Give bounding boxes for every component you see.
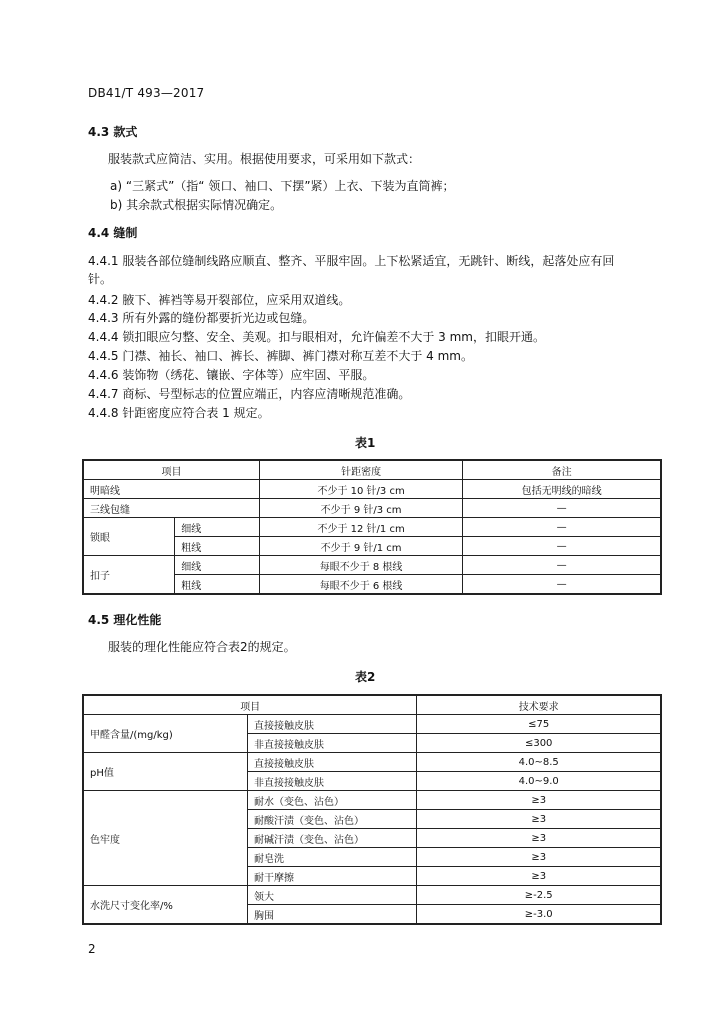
table-cell: ≥3 [417,848,661,867]
table-cell: 细线 [175,518,260,537]
clause-4-4-8: 4.4.8 针距密度应符合表 1 规定。 [88,406,270,420]
table-cell: 直接接触皮肤 [248,753,417,772]
table-cell: 扣子 [83,556,175,595]
table-row [83,480,661,499]
clause-4-4-3: 4.4.3 所有外露的缝份都要折光边或包缝。 [88,311,315,325]
section-4-3-item-b: b) 其余款式根据实际情况确定。 [110,198,283,212]
table-cell: 不少于 9 针/3 cm [259,499,462,518]
table-cell: 不少于 10 针/3 cm [259,480,462,499]
table-cell: 耐干摩擦 [248,867,417,886]
table-cell: 胸围 [248,905,417,925]
table1-caption: 表1 [355,436,376,450]
table-cell: ≥-2.5 [417,886,661,905]
table-row [83,715,661,734]
table-cell: 明暗线 [83,480,259,499]
table-cell: 包括无明线的暗线 [463,480,661,499]
table-row [83,556,661,575]
table-cell: 三线包缝 [83,499,259,518]
table-cell: 4.0~8.5 [417,753,661,772]
table-cell: 直接接触皮肤 [248,715,417,734]
table-cell: — [463,537,661,556]
table2-caption: 表2 [355,670,376,684]
table-header-cell: 技术要求 [417,695,661,715]
table-row [83,518,661,537]
table-cell: ≥3 [417,810,661,829]
table-cell: — [463,499,661,518]
table-cell: ≤300 [417,734,661,753]
clause-4-4-2: 4.4.2 腋下、裤裆等易开裂部位，应采用双道线。 [88,293,351,307]
table-cell: 耐碱汗渍（变色、沾色） [248,829,417,848]
stitch-density-table [82,459,662,595]
table-header-row [83,460,661,480]
table-cell: 耐水（变色、沾色） [248,791,417,810]
table-cell: 水洗尺寸变化率/% [83,886,248,925]
table-cell: — [463,575,661,595]
section-4-3-item-a: a) “三紧式”（指“ 领口、袖口、下摆”紧）上衣、下装为直筒裤； [110,179,455,193]
clause-4-4-1-line1: 4.4.1 服装各部位缝制线路应顺直、整齐、平服牢固。上下松紧适宜，无跳针、断线，起落处应有回 [88,254,615,268]
table-cell: 领大 [248,886,417,905]
section-4-4-title: 4.4 缝制 [88,226,138,240]
page-number: 2 [88,942,96,956]
table-cell: ≥3 [417,791,661,810]
physical-chemical-properties-table [82,694,662,925]
table-cell: 非直接接触皮肤 [248,734,417,753]
document-code-header: DB41/T 493—2017 [88,86,205,100]
table-cell: 不少于 12 针/1 cm [259,518,462,537]
table-row [83,791,661,810]
section-4-3-title: 4.3 款式 [88,125,138,139]
table-cell: 耐皂洗 [248,848,417,867]
table-header-row [83,695,661,715]
table-cell: ≥-3.0 [417,905,661,925]
table-cell: — [463,518,661,537]
table-cell: 色牢度 [83,791,248,886]
table-cell: 粗线 [175,575,260,595]
table-header-cell: 项目 [83,460,259,480]
clause-4-4-6: 4.4.6 装饰物（绣花、镶嵌、字体等）应牢固、平服。 [88,368,375,382]
clause-4-4-5: 4.4.5 门襟、袖长、袖口、裤长、裤脚、裤门襟对称互差不大于 4 mm。 [88,349,473,363]
clause-4-4-1-line2: 针。 [88,272,113,286]
table-cell: 耐酸汗渍（变色、沾色） [248,810,417,829]
table-cell: — [463,556,661,575]
table-cell: 锁眼 [83,518,175,556]
table-header-cell: 针距密度 [259,460,462,480]
table-cell: 每眼不少于 6 根线 [259,575,462,595]
clause-4-4-4: 4.4.4 锁扣眼应匀整、安全、美观。扣与眼相对，允许偏差不大于 3 mm，扣眼开通。 [88,330,545,344]
table-row [83,753,661,772]
section-4-3-intro: 服装款式应简洁、实用。根据使用要求，可采用如下款式： [108,152,421,166]
table-cell: 不少于 9 针/1 cm [259,537,462,556]
section-4-5-title: 4.5 理化性能 [88,613,162,627]
clause-4-4-7: 4.4.7 商标、号型标志的位置应端正，内容应清晰规范准确。 [88,387,411,401]
table-row [83,499,661,518]
table-cell: 甲醛含量/(mg/kg) [83,715,248,753]
table-cell: 每眼不少于 8 根线 [259,556,462,575]
table-header-cell: 项目 [83,695,417,715]
table-cell: ≥3 [417,867,661,886]
table-cell: 粗线 [175,537,260,556]
table-cell: 细线 [175,556,260,575]
table-cell: 非直接接触皮肤 [248,772,417,791]
table-cell: pH值 [83,753,248,791]
table-header-cell: 备注 [463,460,661,480]
table-cell: 4.0~9.0 [417,772,661,791]
table-cell: ≥3 [417,829,661,848]
section-4-5-intro: 服装的理化性能应符合表2的规定。 [108,640,296,654]
table-row [83,886,661,905]
table-cell: ≤75 [417,715,661,734]
